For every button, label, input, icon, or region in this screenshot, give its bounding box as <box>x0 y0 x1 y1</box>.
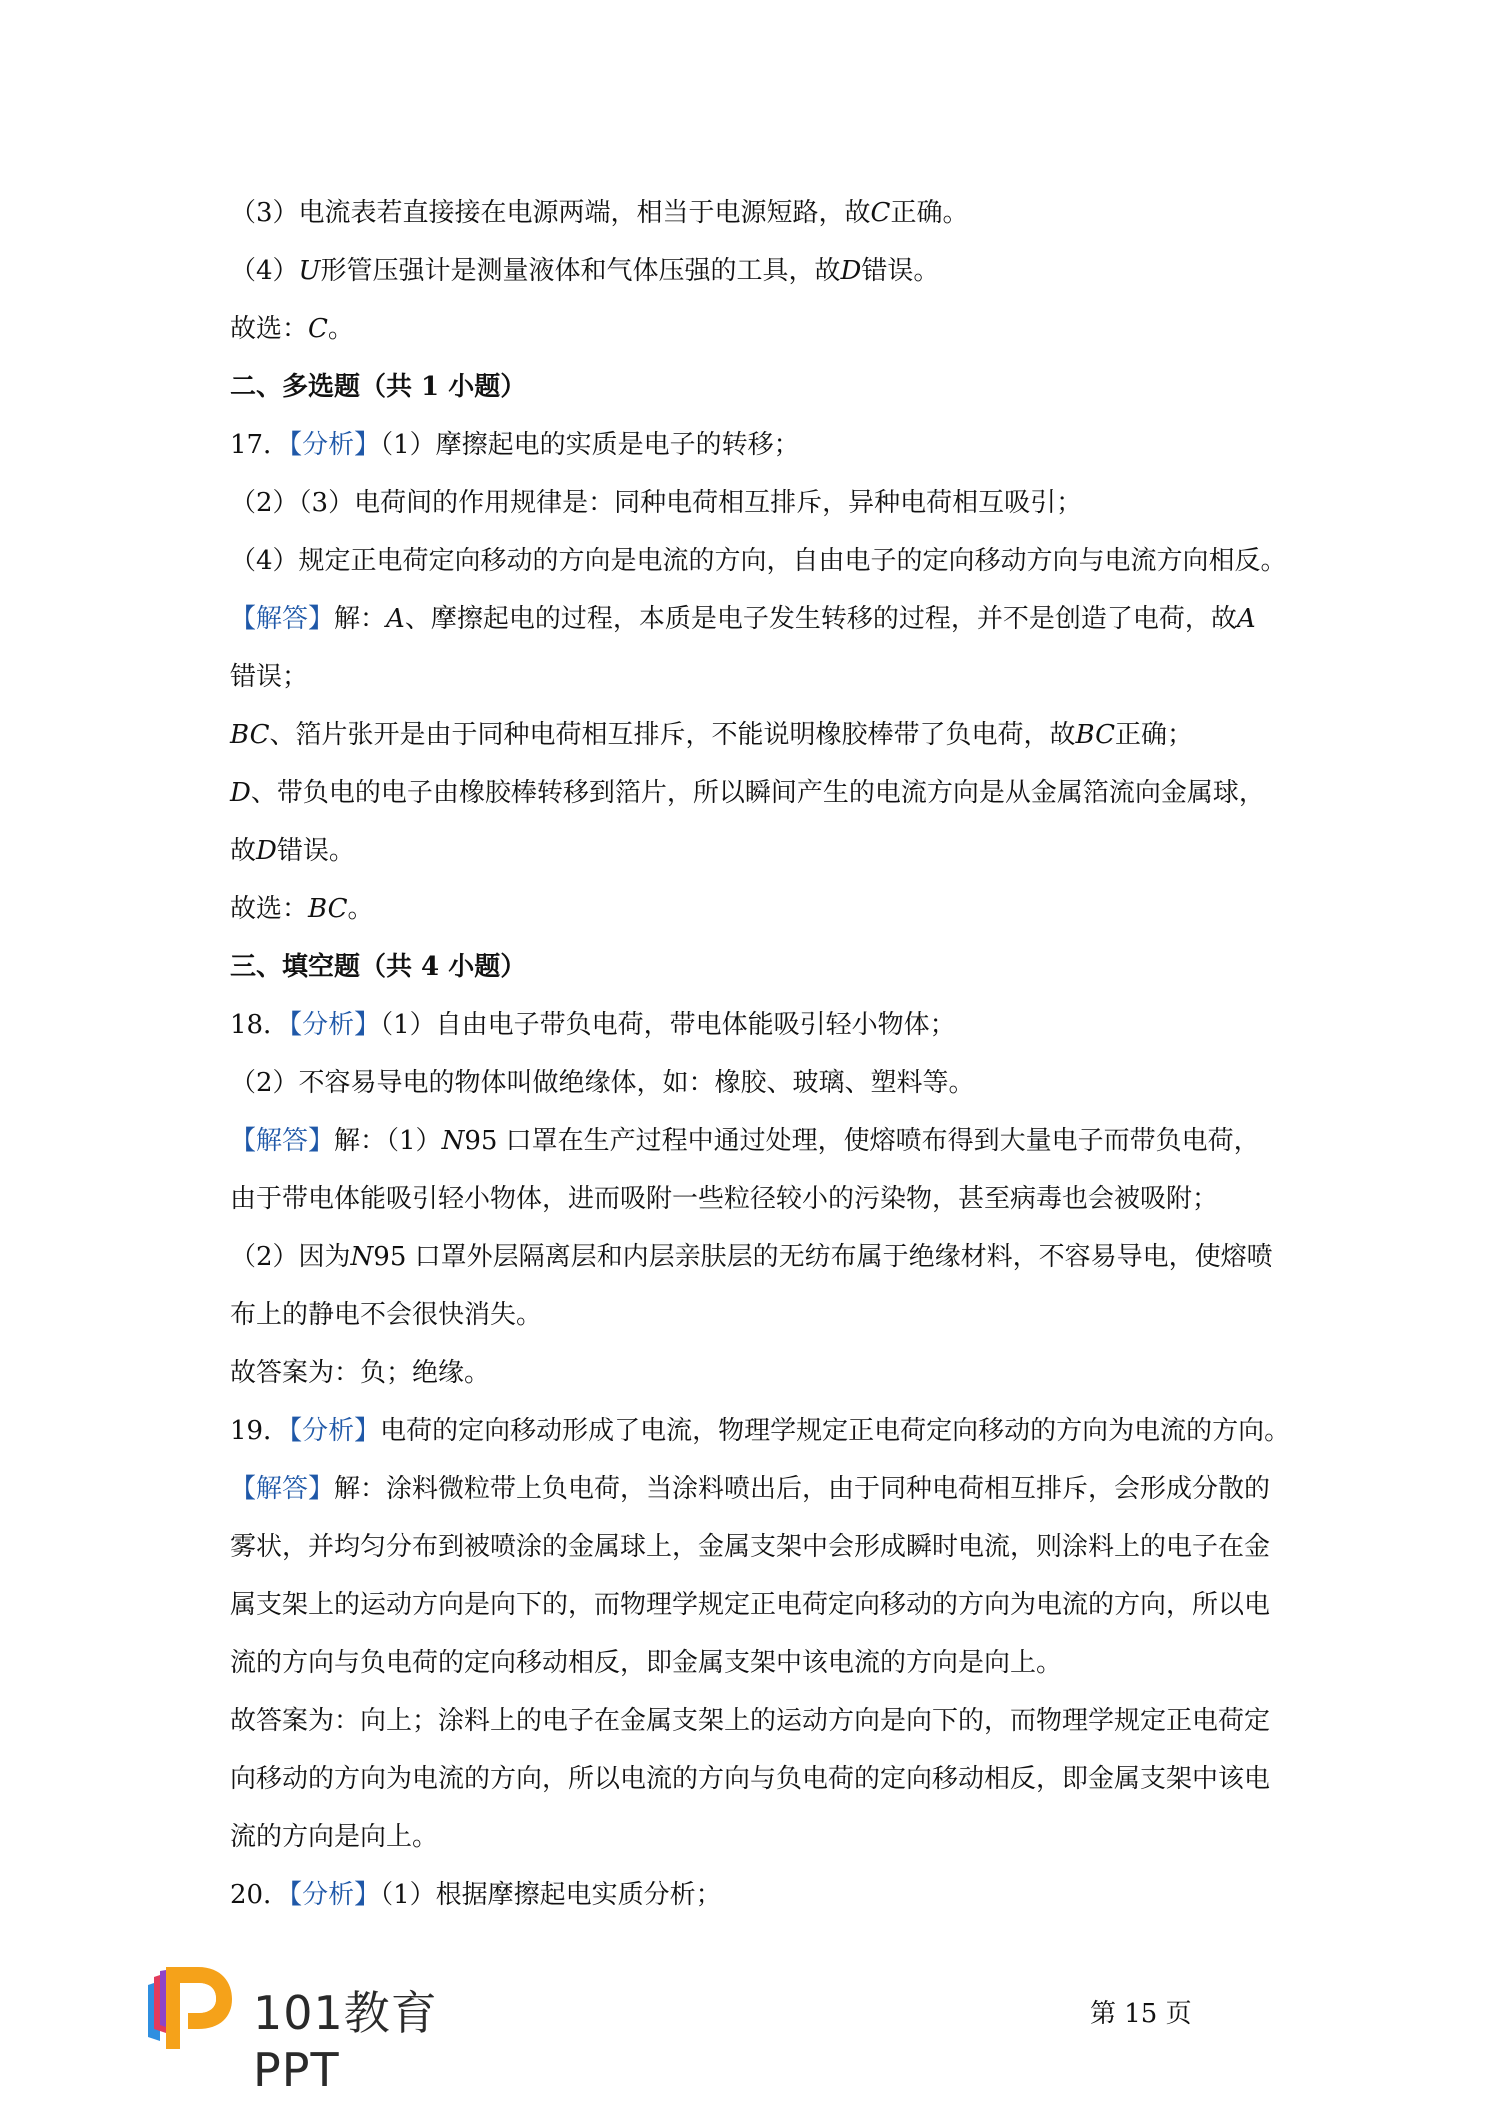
text-line: （2）（3）电荷间的作用规律是：同种电荷相互排斥，异种电荷相互吸引； <box>230 488 1083 518</box>
question-19-answer: 【解答】解：涂料微粒带上负电荷，当涂料喷出后，由于同种电荷相互排斥，会形成分散的 <box>230 1474 1271 1504</box>
answer-tag: 【解答】 <box>230 1474 335 1504</box>
text-line: 向移动的方向为电流的方向，所以电流的方向与负电荷的定向移动相反，即金属支架中该电 <box>230 1764 1271 1794</box>
text-line: 布上的静电不会很快消失。 <box>230 1300 543 1330</box>
text-line: 故D错误。 <box>230 836 355 866</box>
text-line: D、带负电的电子由橡胶棒转移到箔片，所以瞬间产生的电流方向是从金属箔流向金属球， <box>230 778 1265 808</box>
text-line: 属支架上的运动方向是向下的，而物理学规定正电荷定向移动的方向为电流的方向，所以电 <box>230 1590 1271 1620</box>
question-17-answer: 【解答】解：A、摩擦起电的过程，本质是电子发生转移的过程，并不是创造了电荷，故A <box>230 604 1256 634</box>
analysis-tag: 【分析】 <box>289 1010 381 1040</box>
text-line: （2）因为N95 口罩外层隔离层和内层亲肤层的无纺布属于绝缘材料，不容易导电，使熔喷 <box>230 1242 1273 1272</box>
text-line: 流的方向与负电荷的定向移动相反，即金属支架中该电流的方向是向上。 <box>230 1648 1063 1678</box>
text-line: 故答案为：向上；涂料上的电子在金属支架上的运动方向是向下的，而物理学规定正电荷定 <box>230 1706 1271 1736</box>
analysis-tag: 【分析】 <box>289 1416 381 1446</box>
text-line: （2）不容易导电的物体叫做绝缘体，如：橡胶、玻璃、塑料等。 <box>230 1068 975 1098</box>
text-line: 错误； <box>230 662 309 692</box>
text-line: 由于带电体能吸引轻小物体，进而吸附一些粒径较小的污染物，甚至病毒也会被吸附； <box>230 1184 1219 1214</box>
text-line: （4）规定正电荷定向移动的方向是电流的方向，自由电子的定向移动方向与电流方向相反。 <box>230 546 1287 576</box>
text-line: 故选：BC。 <box>230 894 374 924</box>
logo-p-icon <box>140 1963 240 2053</box>
brand-logo <box>140 1963 520 2097</box>
text-line: （3）电流表若直接接在电源两端，相当于电源短路，故C正确。 <box>230 198 969 228</box>
text-line: 雾状，并均匀分布到被喷涂的金属球上，金属支架中会形成瞬时电流，则涂料上的电子在金 <box>230 1532 1271 1562</box>
logo-text: 101教育PPT <box>253 1986 438 2097</box>
section-heading: 二、多选题（共 1 小题） <box>230 372 527 402</box>
text-line: 流的方向是向上。 <box>230 1822 439 1852</box>
section-heading: 三、填空题（共 4 小题） <box>230 952 527 982</box>
text-line: 故选：C。 <box>230 314 354 344</box>
text-line: （4）U形管压强计是测量液体和气体压强的工具，故D错误。 <box>230 256 940 286</box>
answer-tag: 【解答】 <box>230 1126 335 1156</box>
text-line: 故答案为：负；绝缘。 <box>230 1358 491 1388</box>
question-20-analysis: 20．【分析】（1）根据摩擦起电实质分析； <box>230 1880 722 1910</box>
question-19-analysis: 19．【分析】电荷的定向移动形成了电流，物理学规定正电荷定向移动的方向为电流的方向。 <box>230 1416 1291 1446</box>
question-18-answer: 【解答】解：（1）N95 口罩在生产过程中通过处理，使熔喷布得到大量电子而带负电荷， <box>230 1126 1260 1156</box>
question-17-analysis: 17．【分析】（1）摩擦起电的实质是电子的转移； <box>230 430 800 460</box>
text-line: BC、箔片张开是由于同种电荷相互排斥，不能说明橡胶棒带了负电荷，故BC正确； <box>230 720 1193 750</box>
analysis-tag: 【分析】 <box>289 430 381 460</box>
answer-tag: 【解答】 <box>230 604 335 634</box>
analysis-tag: 【分析】 <box>289 1880 381 1910</box>
question-18-analysis: 18．【分析】（1）自由电子带负电荷，带电体能吸引轻小物体； <box>230 1010 956 1040</box>
page-number: 第 15 页 <box>1090 1999 1192 2029</box>
